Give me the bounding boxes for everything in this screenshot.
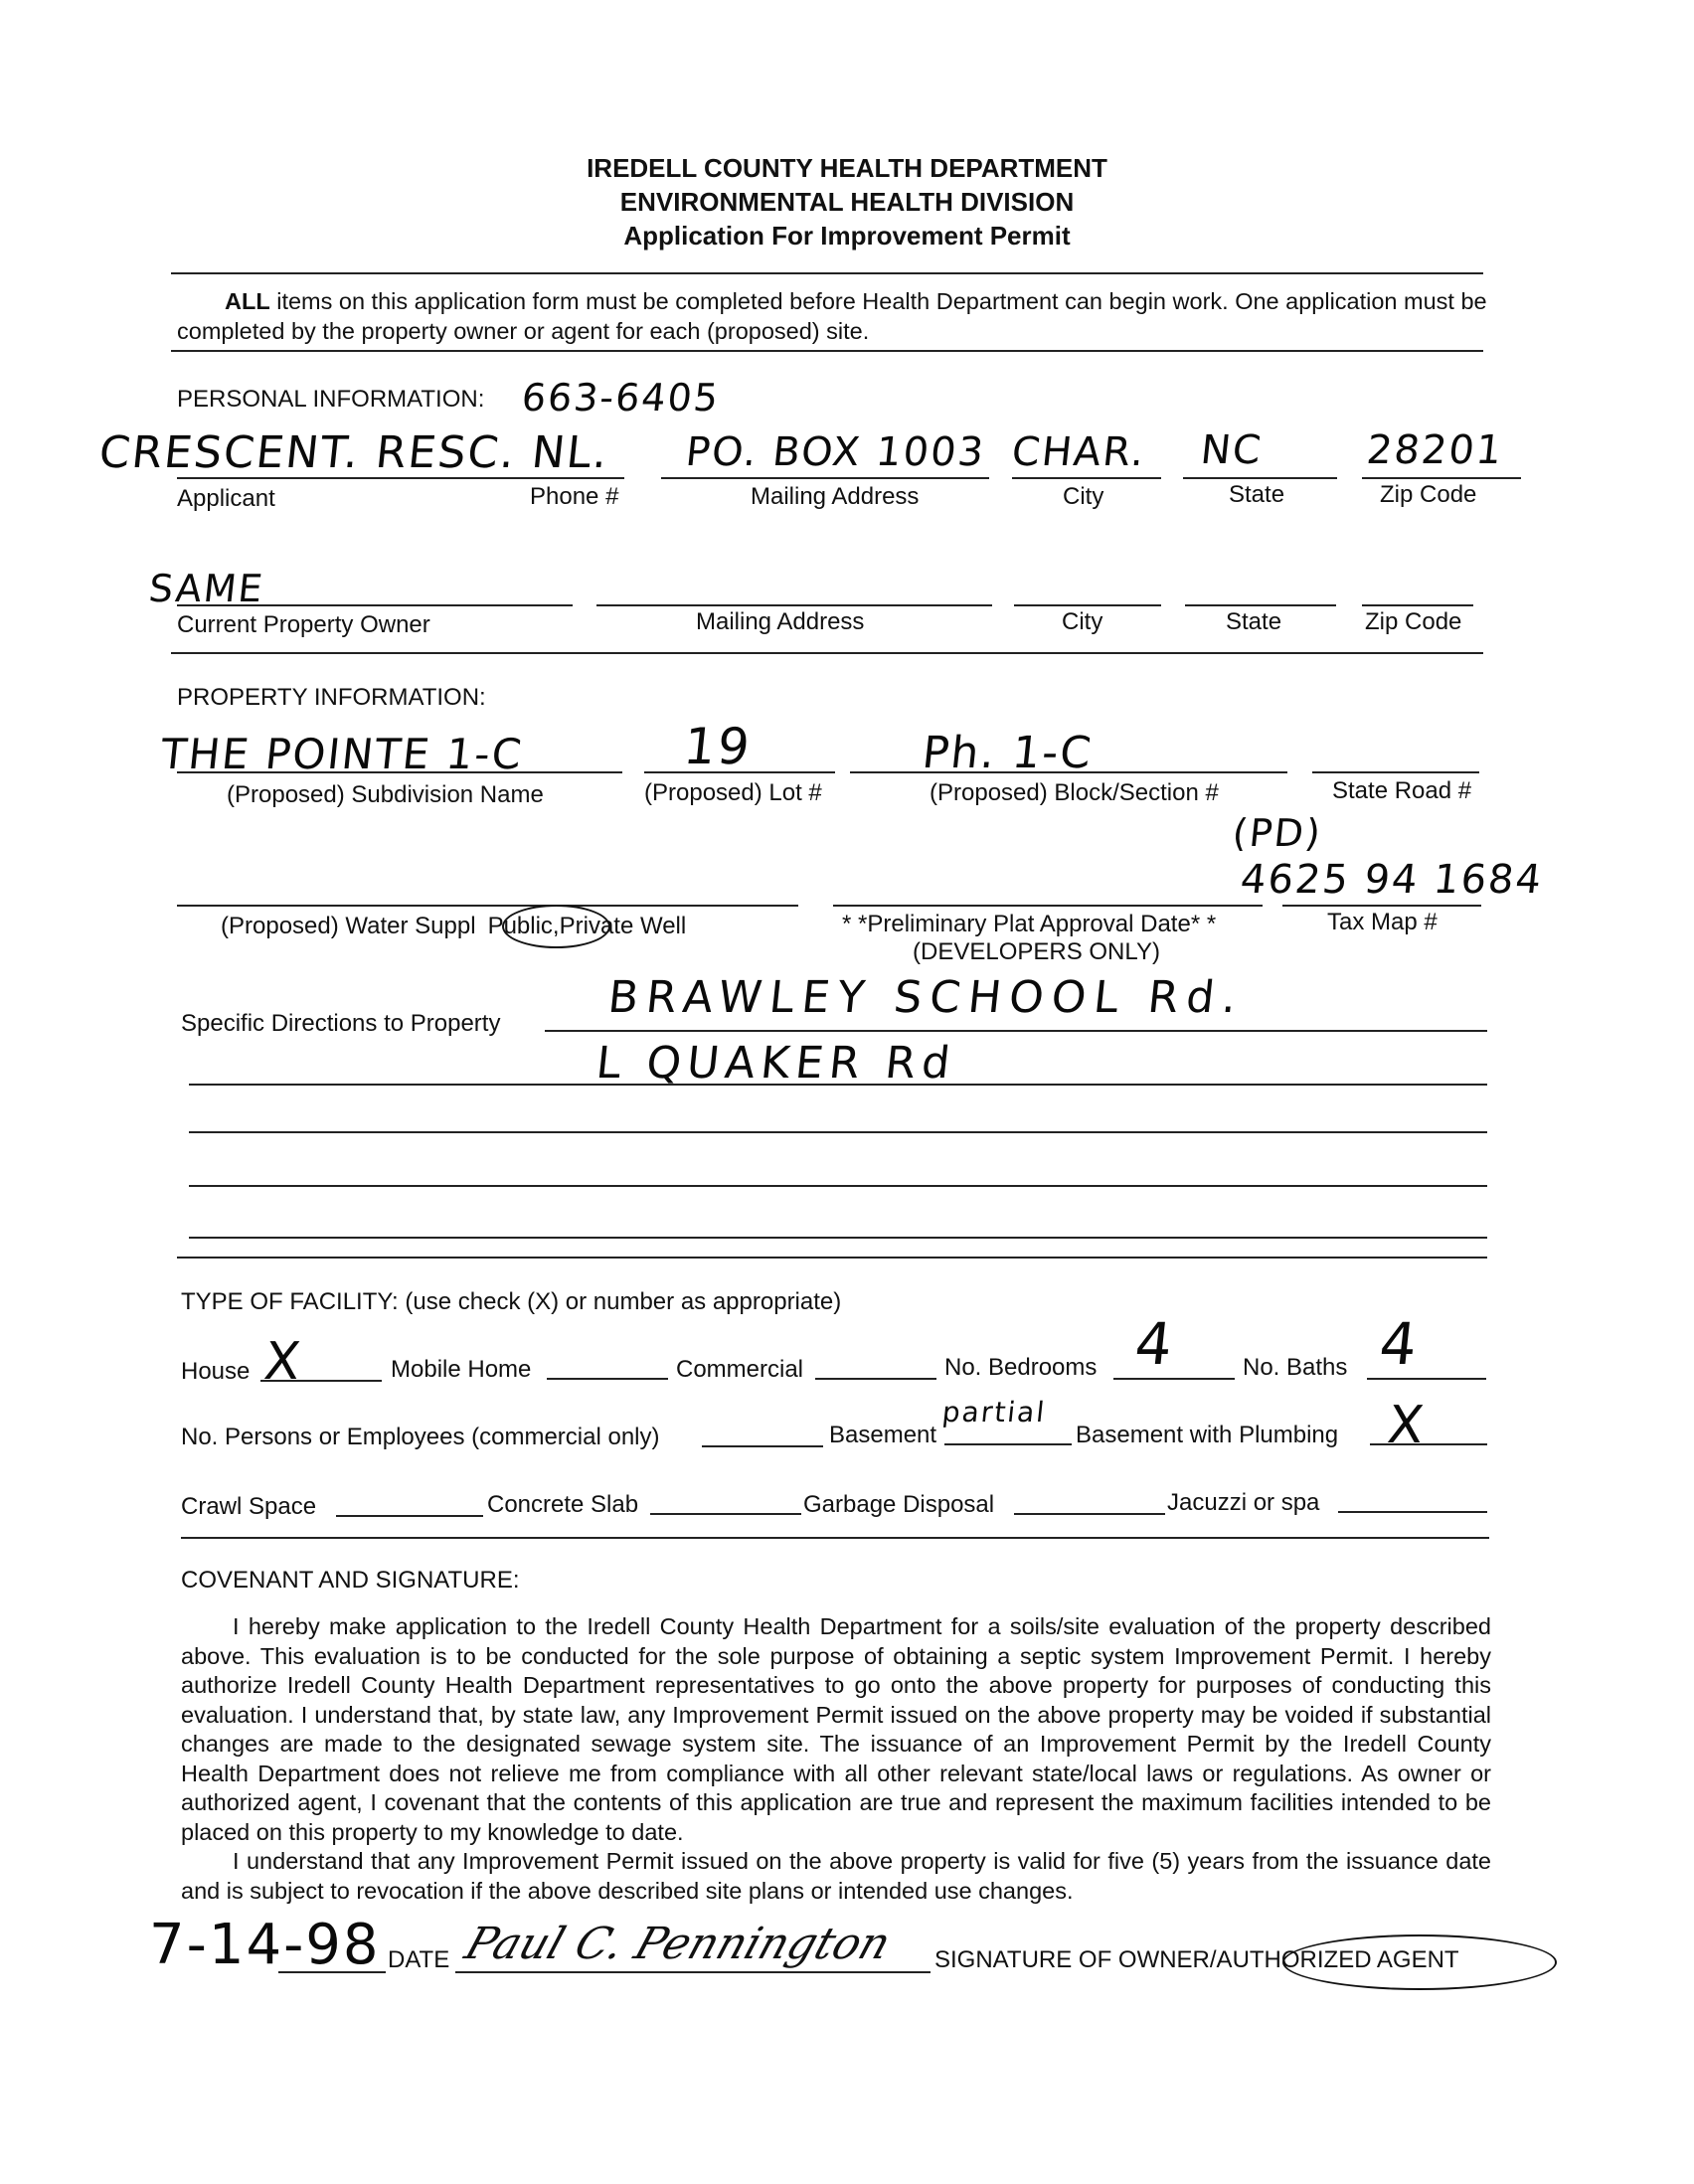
mailing-label: Mailing Address [751, 483, 920, 510]
bedrooms-label: No. Bedrooms [944, 1354, 1098, 1381]
baths-line [1367, 1378, 1486, 1380]
signature-label: SIGNATURE OF OWNER/AUTHORIZED AGENT [934, 1946, 1459, 1973]
commercial-label: Commercial [676, 1356, 804, 1383]
water-public-option[interactable]: Public, [487, 913, 560, 939]
tax-map-label: Tax Map # [1327, 909, 1438, 935]
covenant-paragraph-2: I understand that any Improvement Permit issued on the above property is valid for five (5) years from the issuance date and is subject to revocation if the above described site plans or intended use changes. [181, 1848, 1491, 1904]
zip-line [1362, 477, 1521, 479]
water-line [177, 905, 798, 907]
directions-line2[interactable]: L QUAKER Rd [593, 1038, 958, 1089]
mailing-value[interactable]: PO. BOX 1003 [683, 429, 988, 475]
tax-map-value[interactable]: 4625 94 1684 [1238, 857, 1546, 903]
property-info-heading: PROPERTY INFORMATION: [177, 684, 486, 711]
form-subtitle: Application For Improvement Permit [623, 221, 1071, 251]
subdivision-line [177, 771, 622, 773]
zip-label: Zip Code [1380, 481, 1477, 508]
covenant-paragraph-1: I hereby make application to the Iredell County Health Department for a soils/site evaluation of the property described above. This evaluation is to be conducted for the sole purpose of obtaining a septic system Improvement Permit. I hereby authorize Iredell County Health Department representatives to go onto the above property for purposes of conducting this evaluation. I understand that, by state law, any Improvement Permit issued on the above property may be voided if substantial changes are made to the designated sewage system site. The issuance of an Improvement Permit by the Iredell County Health Department does not relieve me from compliance with all other relevant state/local laws or regulations. As owner or authorized agent, I covenant that the contents of this application are true and represent the maximum facilities intended to be placed on this property to my knowledge to date. [181, 1613, 1491, 1845]
tax-map-prefix: (PD) [1230, 811, 1325, 855]
facility-heading: TYPE OF FACILITY: (use check (X) or number as appropriate) [181, 1288, 842, 1315]
subdivision-label: (Proposed) Subdivision Name [227, 781, 544, 808]
state-label: State [1229, 481, 1285, 508]
owner-line [177, 604, 573, 606]
basement-note[interactable]: partial [940, 1396, 1048, 1428]
phone-handwritten: 663-6405 [519, 376, 723, 420]
tax-map-line [1282, 905, 1481, 907]
date-label: DATE [388, 1946, 450, 1973]
authorized-agent-circle-mark [1282, 1934, 1557, 1990]
water-supply-prefix: (Proposed) Water Suppl [221, 913, 476, 939]
intro-body: items on this application form must be completed before Health Department can begin work. One application must be completed by the property owner or agent for each (proposed) site. [177, 288, 1487, 344]
persons-line [702, 1445, 823, 1447]
baths-value[interactable]: 4 [1376, 1310, 1423, 1378]
owner-zip-label: Zip Code [1365, 608, 1462, 635]
phone-label: Phone # [530, 483, 619, 510]
signature-scribble[interactable]: Paul C. Pennington [458, 1919, 898, 1969]
owner-mailing-line [596, 604, 992, 606]
date-value[interactable]: 7-14-98 [149, 1913, 381, 1977]
lot-line [644, 771, 835, 773]
owner-value[interactable]: SAME [146, 567, 266, 610]
divider [171, 272, 1483, 274]
owner-zip-line [1362, 604, 1473, 606]
mobile-home-label: Mobile Home [391, 1356, 532, 1383]
owner-label: Current Property Owner [177, 611, 430, 638]
intro-bold: ALL [225, 288, 270, 314]
divider [181, 1537, 1489, 1539]
owner-mailing-label: Mailing Address [696, 608, 865, 635]
directions-line-4 [189, 1185, 1487, 1187]
divider [171, 350, 1483, 352]
basement-plumbing-label: Basement with Plumbing [1076, 1422, 1339, 1448]
persons-label: No. Persons or Employees (commercial only) [181, 1424, 660, 1450]
city-label: City [1063, 483, 1104, 510]
plat-sub-label: (DEVELOPERS ONLY) [913, 938, 1160, 965]
basement-plumbing-line [1370, 1443, 1487, 1445]
intro-text [177, 286, 1489, 346]
applicant-label: Applicant [177, 485, 275, 512]
concrete-slab-label: Concrete Slab [487, 1491, 639, 1518]
public-circle-mark [502, 905, 610, 948]
block-line [850, 771, 1287, 773]
owner-city-label: City [1062, 608, 1103, 635]
applicant-line [177, 477, 624, 479]
concrete-slab-line [650, 1513, 801, 1515]
jacuzzi-line [1338, 1511, 1487, 1513]
garbage-disposal-label: Garbage Disposal [803, 1491, 995, 1518]
basement-label: Basement [829, 1422, 937, 1448]
house-line [260, 1380, 382, 1382]
state-road-line [1312, 771, 1479, 773]
applicant-value[interactable]: CRESCENT. RESC. NL. [96, 427, 612, 478]
personal-info-heading: PERSONAL INFORMATION: [177, 386, 485, 413]
directions-line-1 [545, 1030, 1487, 1032]
covenant-heading: COVENANT AND SIGNATURE: [181, 1567, 520, 1594]
lot-label: (Proposed) Lot # [644, 779, 822, 806]
owner-state-label: State [1226, 608, 1282, 635]
divider [177, 1257, 1487, 1259]
directions-line-5 [189, 1237, 1487, 1239]
form-title: IREDELL COUNTY HEALTH DEPARTMENT [587, 153, 1107, 183]
jacuzzi-label: Jacuzzi or spa [1167, 1489, 1320, 1516]
signature-line [455, 1971, 931, 1973]
subdivision-value[interactable]: THE POINTE 1-C [158, 730, 526, 778]
form-division: ENVIRONMENTAL HEALTH DIVISION [619, 187, 1075, 217]
water-supply-label [221, 913, 686, 940]
plat-line [833, 905, 1263, 907]
block-label: (Proposed) Block/Section # [930, 779, 1219, 806]
basement-line [944, 1443, 1072, 1445]
lot-value[interactable]: 19 [680, 718, 755, 775]
bedrooms-value[interactable]: 4 [1131, 1310, 1178, 1378]
mobile-home-line [547, 1378, 668, 1380]
block-value[interactable]: Ph. 1-C [920, 728, 1096, 778]
state-road-label: State Road # [1332, 777, 1472, 804]
state-line [1183, 477, 1337, 479]
directions-line-2 [189, 1084, 1487, 1086]
water-well-option[interactable]: Private Well [559, 913, 687, 939]
house-mark[interactable]: X [260, 1332, 305, 1392]
directions-line1[interactable]: BRAWLEY SCHOOL Rd. [605, 972, 1248, 1023]
crawl-space-label: Crawl Space [181, 1493, 317, 1520]
directions-line-3 [189, 1131, 1487, 1133]
crawl-space-line [336, 1515, 483, 1517]
garbage-disposal-line [1014, 1513, 1165, 1515]
commercial-line [815, 1378, 936, 1380]
city-line [1012, 477, 1161, 479]
house-label: House [181, 1358, 251, 1385]
owner-city-line [1014, 604, 1161, 606]
date-line-left [278, 1971, 386, 1973]
plat-label: * *Preliminary Plat Approval Date* * [842, 911, 1217, 937]
state-value[interactable]: NC [1198, 427, 1266, 473]
bedrooms-line [1113, 1378, 1235, 1380]
mailing-line [661, 477, 989, 479]
owner-state-line [1185, 604, 1336, 606]
zip-value[interactable]: 28201 [1364, 427, 1506, 473]
directions-label: Specific Directions to Property [181, 1010, 501, 1037]
divider [171, 652, 1483, 654]
basement-plumbing-mark[interactable]: X [1384, 1396, 1429, 1455]
city-value[interactable]: CHAR. [1009, 429, 1148, 475]
baths-label: No. Baths [1243, 1354, 1348, 1381]
